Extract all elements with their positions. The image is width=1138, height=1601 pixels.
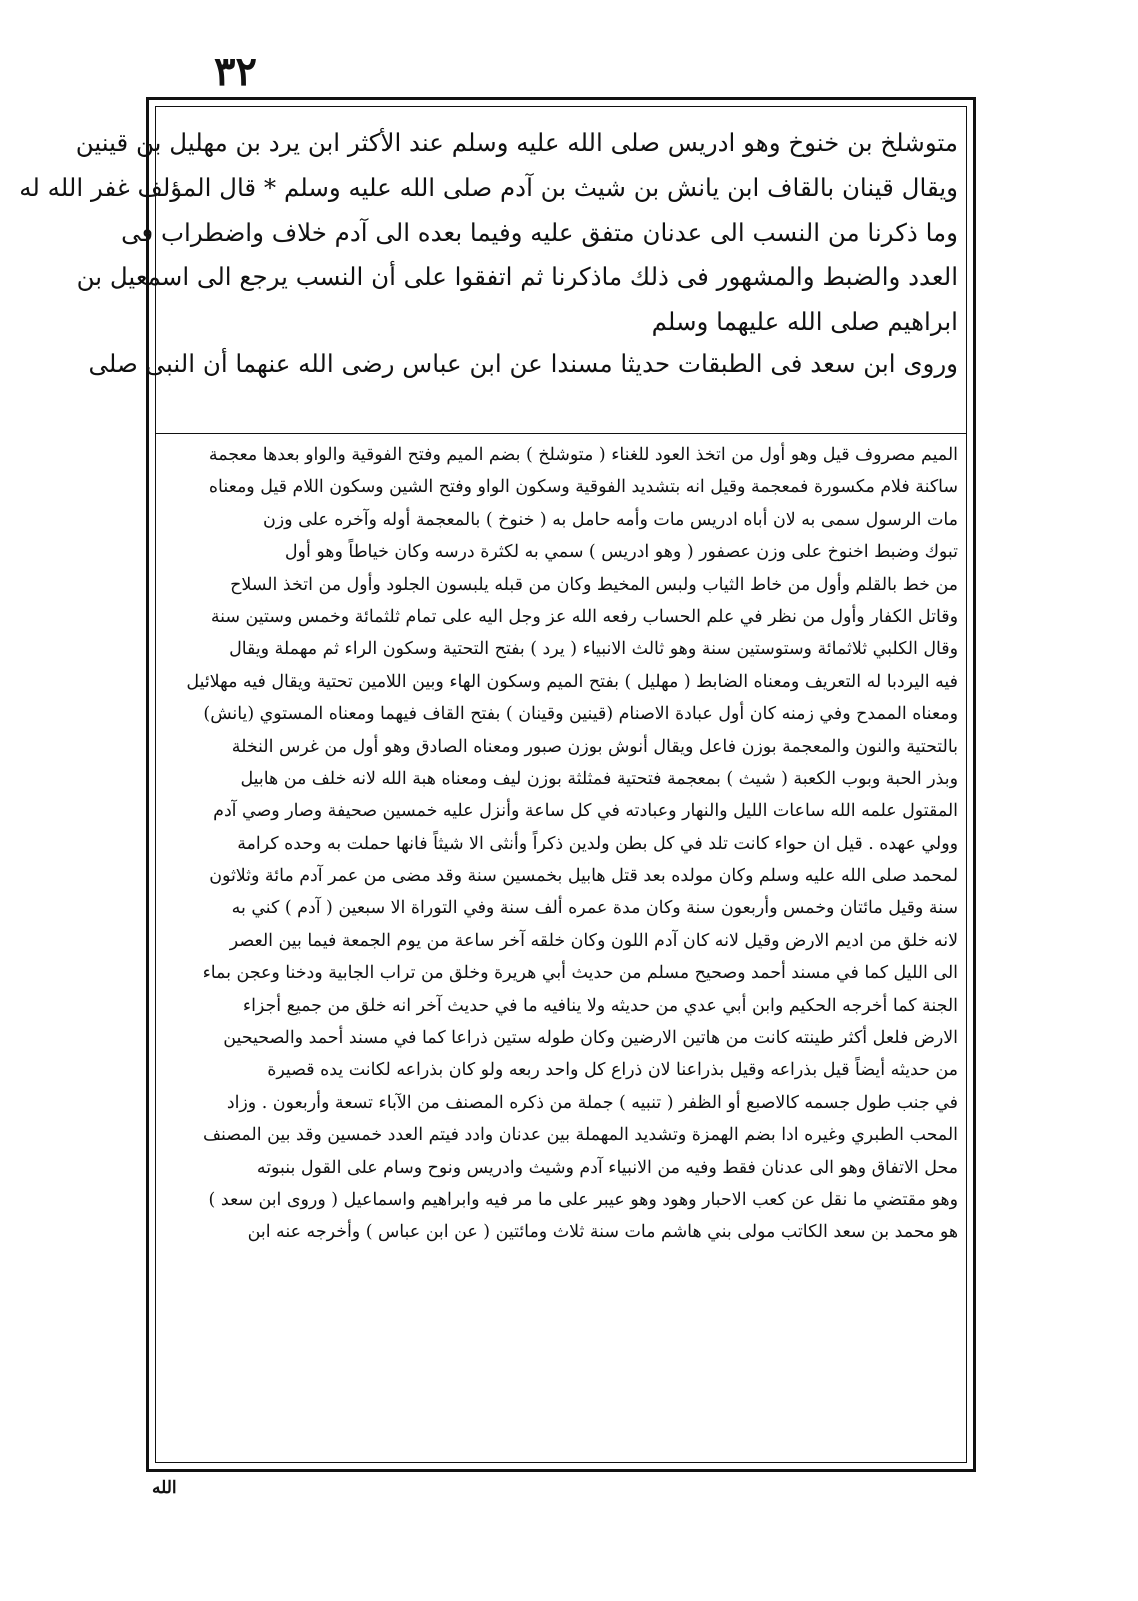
commentary-line: من خط بالقلم وأول من خاط الثياب ولبس المخيط وكان من قبله يلبسون الجلود وأول من اتخذ السلاح [230, 574, 958, 595]
commentary-line: المقتول علمه الله ساعات الليل والنهار وعبادته في كل ساعة وأنزل عليه خمسين صحيفة وصار وصي آدم [213, 801, 958, 822]
commentary-line: وبذر الحبة وبوب الكعبة ( شيث ) بمعجمة فتحتية فمثلثة بوزن ليف ومعناه هبة الله لانه خلف من هابيل [240, 768, 958, 789]
commentary-line: وهو مقتضي ما نقل عن كعب الاحبار وهود وهو عيبر على ما مر فيه وابراهيم واسماعيل ( وروى ابن سعد ) [208, 1189, 958, 1210]
commentary-line: المحب الطبري وغيره ادا بضم الهمزة وتشديد المهملة بين عدنان وادد فيتم العدد خمسين وقد بين المصنف [203, 1125, 958, 1146]
main-text-line: ويقال قينان بالقاف ابن يانش بن شيث بن آدم صلى الله عليه وسلم * قال المؤلف غفر الله له [19, 172, 958, 202]
commentary-line: بالتحتية والنون والمعجمة بوزن فاعل ويقال أنوش بوزن صبور ومعناه الصادق وهو أول من غرس النخلة [231, 736, 958, 757]
commentary-line: وقاتل الكفار وأول من نظر في علم الحساب رفعه الله عز وجل اليه على تمام ثلثمائة وخمس وستين سنة [210, 606, 958, 627]
catchword: الله [152, 1478, 177, 1498]
main-text-line: العدد والضبط والمشهور فى ذلك ماذكرنا ثم اتفقوا على أن النسب يرجع الى اسمعيل بن [76, 262, 958, 292]
commentary-line: محل الاتفاق وهو الى عدنان فقط وفيه من الانبياء آدم وشيث وادريس ونوح وسام على القول بنبوته [256, 1157, 958, 1178]
commentary-line: الميم مصروف قيل وهو أول من اتخذ العود للغناء ( متوشلخ ) بضم الميم وفتح الفوقية والواو بعدها معجمة [208, 445, 958, 465]
commentary-line: الارض فلعل أكثر طينته كانت من هاتين الارضين وكان طوله ستين ذراعا كما في مسند أحمد والصحيحين [223, 1028, 958, 1049]
commentary-line: في جنب طول جسمه كالاصبع أو الظفر ( تنبيه ) جملة من ذكره المصنف من الآباء تسعة وأربعون . وزاد [226, 1092, 958, 1113]
commentary-line: فيه اليردبا له التعريف ومعناه الضابط ( مهليل ) بفتح الميم وسكون الهاء وبين اللامين تحتية ويقال فيه مهلائيل [186, 671, 958, 692]
page-frame [19, 97, 976, 1472]
commentary-line: وقال الكلبي ثلاثمائة وستوستين سنة وهو ثالث الانبياء ( يرد ) بفتح التحتية وسكون الراء ثم مهملة ويقال [229, 639, 958, 660]
commentary-line: الجنة كما أخرجه الحكيم وابن أبي عدي من حديثه ولا ينافيه ما في حديث آخر انه خلق من جميع أجزاء [242, 995, 958, 1016]
commentary-line: لمحمد صلى الله عليه وسلم وكان مولده بعد قتل هابيل بخمسين سنة وقد مضى من عمر آدم مائة وثلاثون [209, 866, 958, 887]
main-text-line: ابراهيم صلى الله عليهما وسلم [651, 307, 958, 337]
commentary-line: لانه خلق من اديم الارض وقيل لانه كان آدم اللون وكان خلقه آخر ساعة من يوم الجمعة فيما بين العصر [229, 930, 958, 951]
main-text-line: وروى ابن سعد فى الطبقات حديثا مسندا عن ابن عباس رضى الله عنهما أن النبى صلى [88, 348, 958, 378]
commentary-line: سنة وقيل مائتان وخمس وأربعون سنة وكان مدة عمره ألف سنة وفي التوراة الا سبعين ( آدم ) كني به [231, 898, 958, 919]
commentary-line: هو محمد بن سعد الكاتب مولى بني هاشم مات سنة ثلاث ومائتين ( عن ابن عباس ) وأخرجه عنه ابن [247, 1222, 958, 1243]
main-text-line: متوشلخ بن خنوخ وهو ادريس صلى الله عليه وسلم عند الأكثر ابن يرد بن مهليل بن قينين [75, 128, 958, 157]
main-text-block [19, 121, 958, 421]
commentary-line: ساكنة فلام مكسورة فمعجمة وقيل انه بتشديد الفوقية وسكون الواو وفتح الشين وسكون اللام قيل ومعناه [208, 477, 958, 498]
commentary-block [164, 439, 958, 1249]
commentary-line: ومعناه الممدح وفي زمنه كان أول عبادة الاصنام (قينين وقينان ) بفتح القاف فيهما ومعناه المستوي (يانش) [203, 704, 958, 725]
commentary-line: تبوك وضبط اخنوخ على وزن عصفور ( وهو ادريس ) سمي به لكثرة درسه وكان خياطاً وهو أول [284, 542, 958, 563]
main-text-line: وما ذكرنا من النسب الى عدنان متفق عليه وفيما بعده الى آدم خلاف واضطراب فى [121, 217, 958, 247]
commentary-line: من حديثه أيضاً قيل بذراعه وقيل بذراعنا لان ذراع كل واحد ربعه ولو كان بذراعه لكانت يده قصيرة [267, 1060, 958, 1081]
page-frame-inner [19, 106, 967, 1463]
commentary-line: وولي عهده . قيل ان حواء كانت تلد في كل بطن ولدين ذكراً وأنثى الا شيثاً فانها حملت به وحده كرامة [237, 833, 958, 854]
commentary-line: الى الليل كما في مسند أحمد وصحيح مسلم من حديث أبي هريرة وخلق من تراب الجابية ودخنا وعجن بماء [202, 963, 958, 984]
page-number: ٣٢ [214, 48, 257, 95]
commentary-line: مات الرسول سمى به لان أباه ادريس مات وأمه حامل به ( خنوخ ) بالمعجمة أوله وآخره على وزن [263, 509, 958, 530]
section-divider [156, 433, 966, 434]
